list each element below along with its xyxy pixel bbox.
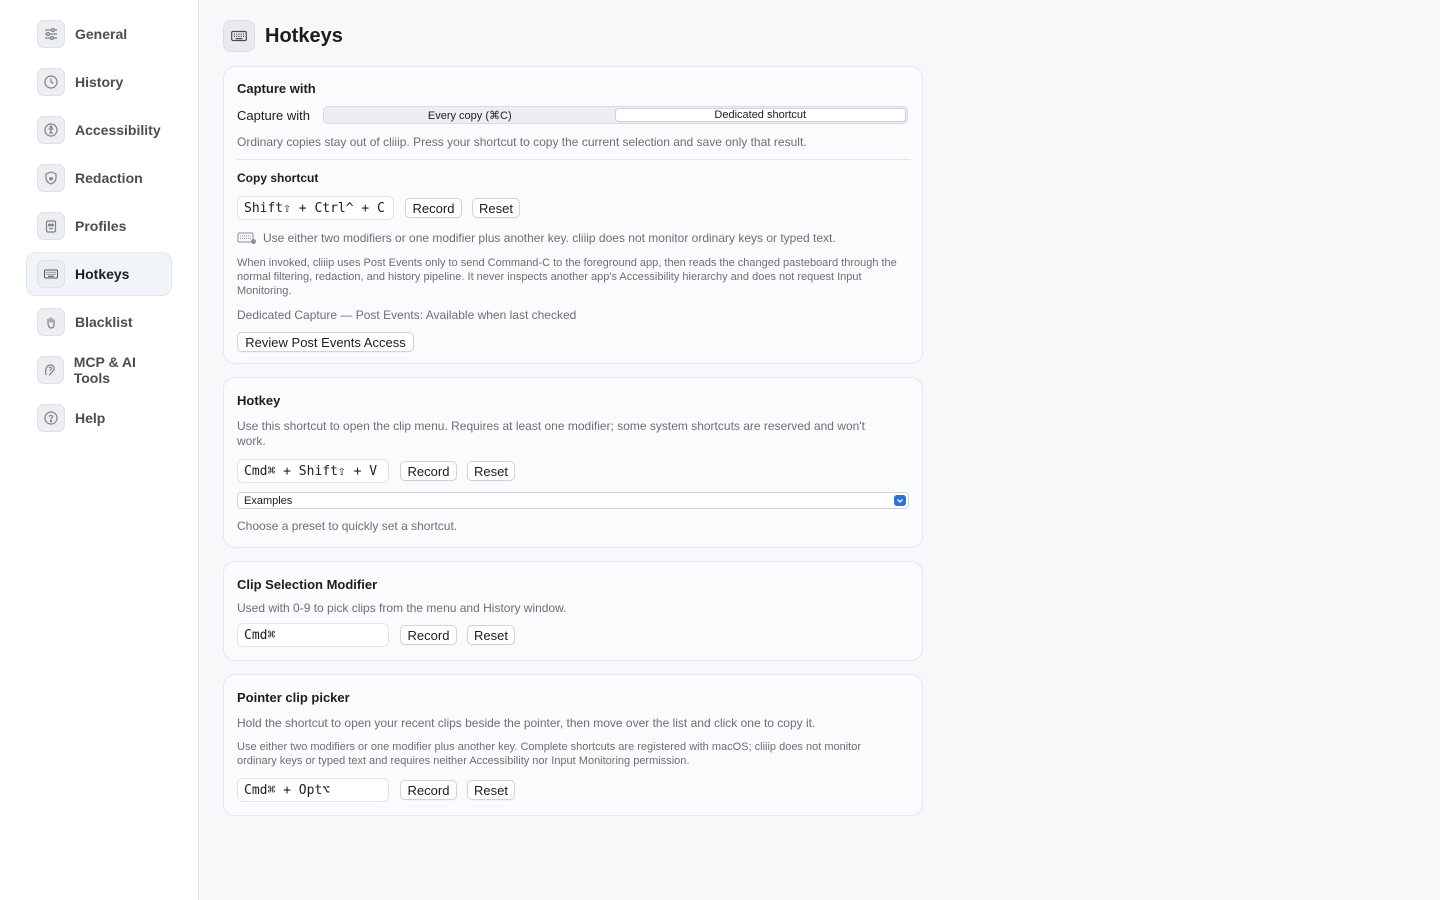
capture-detail: When invoked, cliiip uses Post Events only to send Command-C to the foreground app, then reads the changed pasteboard through the normal filtering, redaction, and history pipeline. It never inspects another app's Accessibility hierarchy and does not request Input Monitoring.	[237, 257, 897, 297]
copy-shortcut-reset-button[interactable]: Reset	[472, 198, 520, 218]
question-icon	[37, 404, 65, 432]
copy-shortcut-title: Copy shortcut	[237, 171, 319, 185]
capture-title: Capture with	[237, 81, 316, 96]
sidebar-item-label: Hotkeys	[75, 266, 130, 282]
hotkey-title: Hotkey	[237, 393, 281, 408]
sidebar-item-general[interactable]	[26, 12, 172, 56]
capture-card	[223, 66, 923, 364]
hotkey-record-button[interactable]: Record	[400, 461, 457, 481]
keyboard-icon	[37, 260, 65, 288]
sidebar-item-accessibility[interactable]	[26, 108, 172, 152]
profile-icon	[37, 212, 65, 240]
sliders-icon	[37, 20, 65, 48]
pointer-picker-reset-button[interactable]: Reset	[467, 780, 515, 800]
pointer-picker-title: Pointer clip picker	[237, 690, 350, 705]
clip-modifier-reset-button[interactable]: Reset	[467, 625, 515, 645]
chevron-down-icon	[894, 495, 906, 506]
copy-shortcut-record-button[interactable]: Record	[405, 198, 462, 218]
clip-modifier-title: Clip Selection Modifier	[237, 577, 378, 592]
sidebar-item-label: Blacklist	[75, 314, 133, 330]
sidebar-item-history[interactable]	[26, 60, 172, 104]
divider	[237, 159, 910, 160]
main-content	[199, 0, 1440, 900]
sidebar-item-mcp-ai-tools[interactable]	[26, 348, 172, 392]
sidebar-item-profiles[interactable]	[26, 204, 172, 248]
hotkey-examples-hint: Choose a preset to quickly set a shortcut.	[237, 519, 458, 533]
accessibility-icon	[37, 116, 65, 144]
segment-dedicated-shortcut[interactable]: Dedicated shortcut	[615, 108, 907, 122]
sidebar-item-hotkeys[interactable]	[26, 252, 172, 296]
clip-modifier-field[interactable]: Cmd⌘	[237, 623, 389, 647]
capture-row-label: Capture with	[237, 108, 310, 123]
copy-shortcut-hint: Use either two modifiers or one modifier plus another key. cliiip does not monitor ordinary keys or typed text.	[263, 231, 836, 245]
pointer-picker-record-button[interactable]: Record	[400, 780, 457, 800]
clip-modifier-description: Used with 0-9 to pick clips from the menu and History window.	[237, 601, 567, 615]
page-title: Hotkeys	[265, 24, 343, 47]
capture-mode-segmented	[323, 106, 908, 124]
segment-every-copy[interactable]: Every copy (⌘C)	[427, 109, 512, 122]
clip-modifier-card	[223, 561, 923, 661]
shield-icon	[37, 164, 65, 192]
hotkey-reset-button[interactable]: Reset	[467, 461, 515, 481]
sidebar-item-label: Redaction	[75, 170, 143, 186]
keyboard-icon	[223, 20, 255, 52]
pointer-picker-field[interactable]: Cmd⌘ + Opt⌥	[237, 778, 389, 802]
sidebar	[0, 0, 199, 900]
sidebar-item-redaction[interactable]	[26, 156, 172, 200]
sidebar-item-blacklist[interactable]	[26, 300, 172, 344]
page-header	[223, 20, 343, 52]
hotkey-field[interactable]: Cmd⌘ + Shift⇧ + V	[237, 459, 389, 483]
pointer-picker-detail: Use either two modifiers or one modifier plus another key. Complete shortcuts are registered with macOS; cliiip does not monitor ordinary keys or typed text and requires neither Accessibility nor Input Monitoring permission.	[237, 741, 862, 767]
review-post-events-button[interactable]: Review Post Events Access	[237, 332, 414, 352]
hotkey-card	[223, 377, 923, 548]
hotkey-examples-select[interactable]	[237, 492, 909, 509]
sidebar-item-label: MCP & AI Tools	[73, 354, 136, 386]
sidebar-item-label: Help	[75, 410, 106, 426]
sidebar-item-label: Profiles	[75, 218, 127, 234]
capture-description: Ordinary copies stay out of cliiip. Press your shortcut to copy the current selection and save only that result.	[237, 135, 807, 149]
ai-icon	[37, 356, 64, 384]
examples-select-value: Examples	[244, 494, 293, 507]
pointer-picker-description: Hold the shortcut to open your recent clips beside the pointer, then move over the list and click one to copy it.	[237, 716, 816, 730]
pointer-picker-card	[223, 674, 923, 816]
sidebar-item-help[interactable]	[26, 396, 172, 440]
copy-shortcut-field[interactable]: Shift⇧ + Ctrl^ + C	[237, 196, 394, 220]
clock-icon	[37, 68, 65, 96]
keyboard-hint-icon	[237, 231, 257, 250]
sidebar-item-label: General	[75, 26, 128, 42]
capture-status: Dedicated Capture — Post Events: Available when last checked	[237, 308, 577, 322]
clip-modifier-record-button[interactable]: Record	[400, 625, 457, 645]
hotkey-description: Use this shortcut to open the clip menu. Requires at least one modifier; some system shortcuts are reserved and won't work.	[237, 419, 865, 448]
sidebar-item-label: Accessibility	[75, 122, 161, 138]
hand-icon	[37, 308, 65, 336]
sidebar-item-label: History	[75, 74, 124, 90]
